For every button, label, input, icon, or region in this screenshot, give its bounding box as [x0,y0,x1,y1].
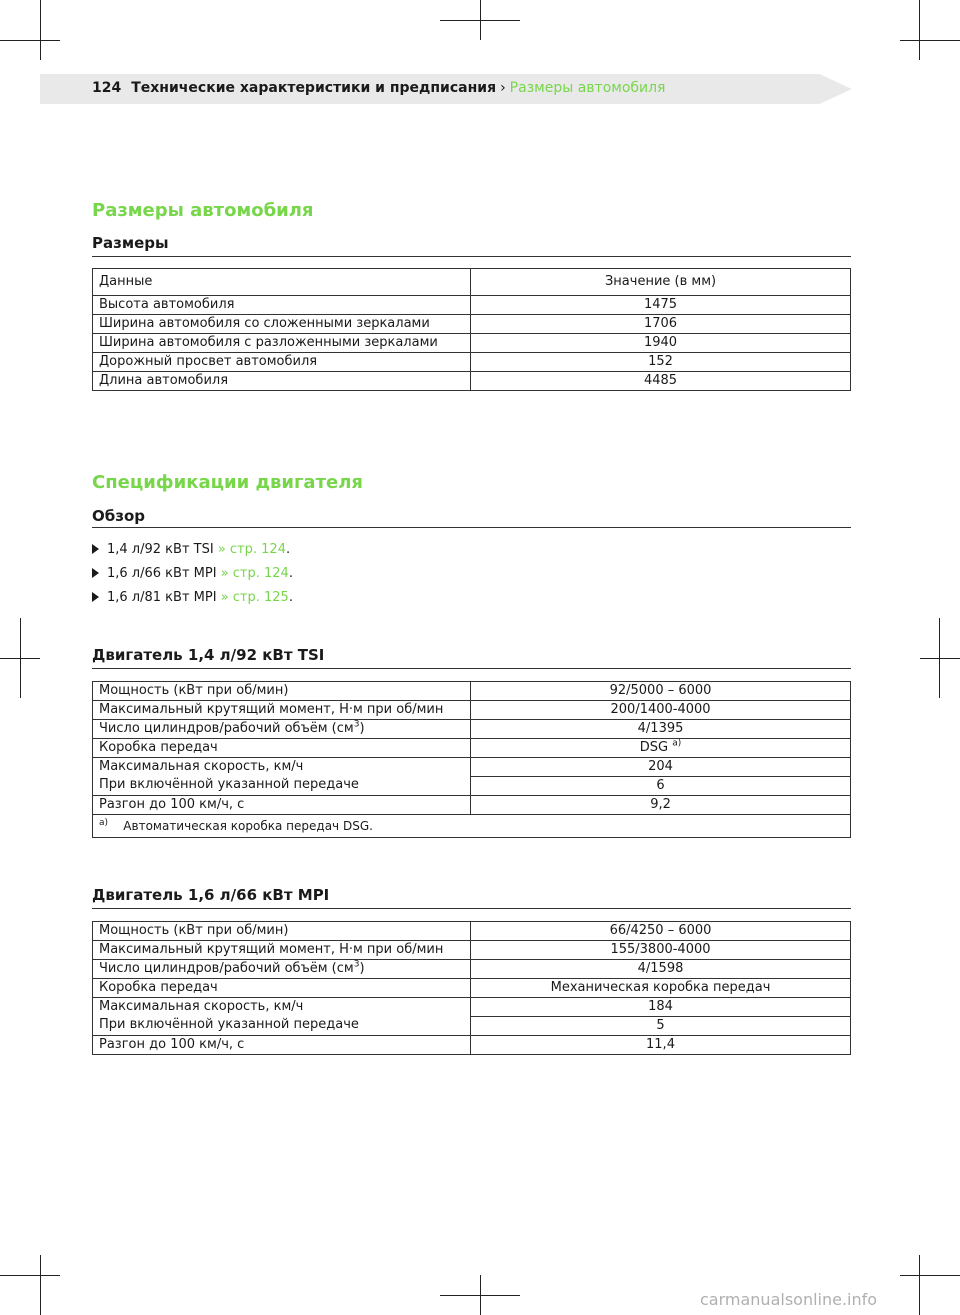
overview-list [92,538,293,610]
table-cell-label: Коробка передач [93,739,471,758]
divider [92,908,851,909]
table-cell-label: Максимальный крутящий момент, Н·м при об/мин [93,701,471,720]
divider [92,256,851,257]
table-cell-value: 152 [471,353,851,372]
engine-1-table [92,681,851,838]
table-cell-value: 155/3800-4000 [471,941,851,960]
table-row [93,296,851,315]
breadcrumb-separator: › [500,80,506,96]
breadcrumb [92,80,665,96]
subsection-title-dimensions: Размеры [92,234,169,252]
table-row [93,941,851,960]
table-row [93,1036,851,1055]
table-row [93,701,851,720]
table-cell-value: 1706 [471,315,851,334]
page-number: 124 [92,80,122,96]
divider [92,668,851,669]
table-cell-value: 5 [471,1017,851,1036]
table-cell-value: 204 [471,758,851,777]
breadcrumb-current[interactable]: Размеры автомобиля [509,80,666,96]
table-cell-value: 6 [471,777,851,796]
table-row [93,315,851,334]
watermark: carmanualsonline.info [700,1290,878,1309]
table-cell-value: 9,2 [471,796,851,815]
table-row [93,353,851,372]
table-cell-label: Мощность (кВт при об/мин) [93,682,471,701]
engine-1-title: Двигатель 1,4 л/92 кВт TSI [92,646,325,664]
page-ref-link[interactable]: » стр. 125 [220,590,289,605]
bullet-triangle-icon [92,568,99,578]
table-row [93,334,851,353]
table-row [93,758,851,777]
table-cell-value: 1475 [471,296,851,315]
divider [92,527,851,528]
table-cell-label: Разгон до 100 км/ч, с [93,796,471,815]
table-row [93,796,851,815]
footnote-ref: a) [672,738,682,749]
table-cell-value: 1940 [471,334,851,353]
table-cell-label: Ширина автомобиля со сложенными зеркалами [93,315,471,334]
page-ref-link[interactable]: » стр. 124 [220,566,289,581]
list-item: 1,4 л/92 кВт TSI » стр. 124. [92,538,293,562]
table-cell-value: 11,4 [471,1036,851,1055]
footnote: $^{a)}$ Автоматическая коробка передач DSG. [93,815,851,838]
table-cell-label: Максимальная скорость, км/ч При включённой указанной передаче [93,998,471,1036]
table-cell-label: Разгон до 100 км/ч, с [93,1036,471,1055]
table-cell-label: Число цилиндров/рабочий объём $(см^3)$ [93,720,471,739]
bullet-triangle-icon [92,592,99,602]
engine-2-title: Двигатель 1,6 л/66 кВт MPI [92,886,330,904]
table-header-cell: Значение (в мм) [471,269,851,296]
list-item: 1,6 л/66 кВт MPI » стр. 124. [92,562,293,586]
table-cell-value: 184 [471,998,851,1017]
table-cell-value: DSG $^{a)}$ [471,739,851,758]
section-title-engines: Спецификации двигателя [92,472,363,493]
bullet-triangle-icon [92,544,99,554]
table-cell-label: Коробка передач [93,979,471,998]
table-row [93,960,851,979]
table-cell-value: Механическая коробка передач [471,979,851,998]
table-cell-label: Дорожный просвет автомобиля [93,353,471,372]
engine-2-table [92,921,851,1055]
table-cell-label: Высота автомобиля [93,296,471,315]
page-ref-link[interactable]: » стр. 124 [217,542,286,557]
table-cell-value: 4485 [471,372,851,391]
table-row [93,979,851,998]
table-row [93,998,851,1017]
table-header-cell: Данные [93,269,471,296]
table-header-row [93,269,851,296]
table-cell-label: Длина автомобиля [93,372,471,391]
table-row [93,682,851,701]
table-cell-label: Число цилиндров/рабочий объём $(см^3)$ [93,960,471,979]
table-cell-value: 92/5000 – 6000 [471,682,851,701]
table-cell-label: Ширина автомобиля с разложенными зеркалами [93,334,471,353]
table-row [93,372,851,391]
dimensions-table [92,268,851,391]
section-title-dimensions: Размеры автомобиля [92,200,314,221]
breadcrumb-section[interactable]: Технические характеристики и предписания [131,80,497,96]
subsection-title-overview: Обзор [92,507,145,525]
table-cell-value: 4/1598 [471,960,851,979]
table-cell-label: Максимальная скорость, км/ч При включённой указанной передаче [93,758,471,796]
table-row [93,739,851,758]
table-row [93,720,851,739]
table-footnote-row [93,815,851,838]
list-item: 1,6 л/81 кВт MPI » стр. 125. [92,586,293,610]
table-row [93,922,851,941]
table-cell-value: 200/1400-4000 [471,701,851,720]
table-cell-value: 4/1395 [471,720,851,739]
table-cell-value: 66/4250 – 6000 [471,922,851,941]
table-cell-label: Мощность (кВт при об/мин) [93,922,471,941]
table-cell-label: Максимальный крутящий момент, Н·м при об/мин [93,941,471,960]
